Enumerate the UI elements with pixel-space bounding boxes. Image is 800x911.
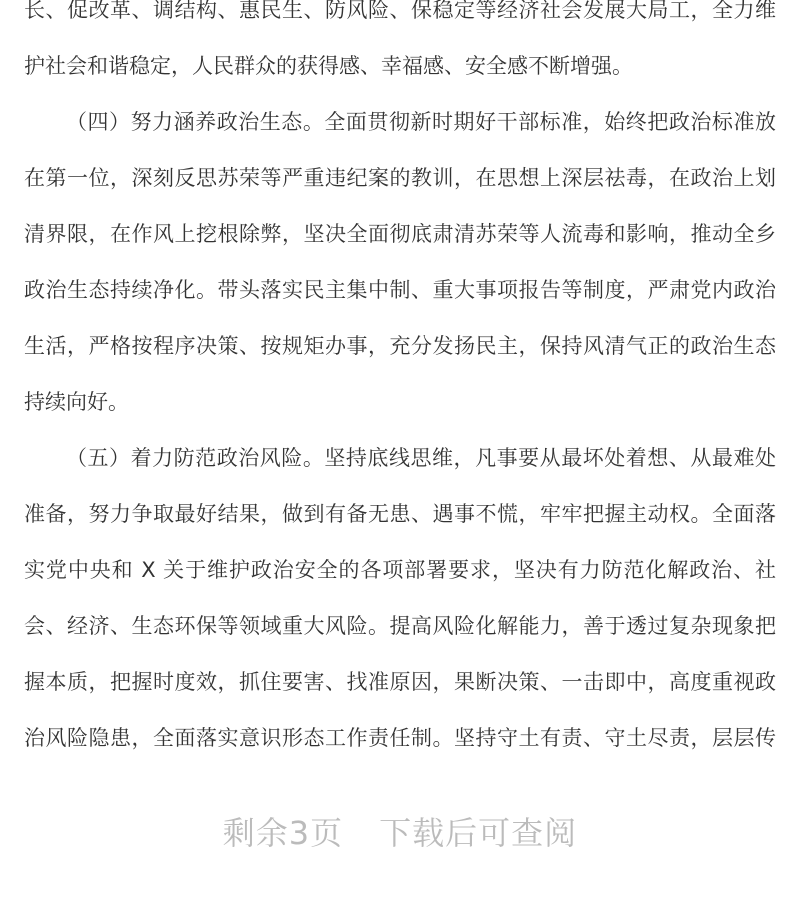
download-hint-label: 下载后可查阅 — [379, 814, 578, 852]
paragraph-line: 会、经济、生态环保等领域重大风险。提高风险化解能力，善于透过复杂现象把 — [24, 614, 776, 638]
remaining-pages-label: 剩余3页 — [222, 814, 344, 852]
read-more-banner[interactable] — [0, 808, 800, 854]
paragraph-line: （四）努力涵养政治生态。全面贯彻新时期好干部标准，始终把政治标准放 — [66, 110, 776, 134]
paragraph-line: （五）着力防范政治风险。坚持底线思维，凡事要从最坏处着想、从最难处 — [66, 446, 776, 470]
paragraph-line: 握本质，把握时度效，抓住要害、找准原因，果断决策、一击即中，高度重视政 — [24, 670, 776, 694]
document-body — [24, 0, 776, 766]
paragraph-line: 治风险隐患，全面落实意识形态工作责任制。坚持守土有责、守土尽责，层层传 — [24, 726, 776, 750]
paragraph-line: 准备，努力争取最好结果，做到有备无患、遇事不慌，牢牢把握主动权。全面落 — [24, 502, 776, 526]
paragraph-line: 长、促改革、调结构、惠民生、防风险、保稳定等经济社会发展大局工，全力维 — [24, 0, 776, 22]
paragraph-line: 生活，严格按程序决策、按规矩办事，充分发扬民主，保持风清气正的政治生态 — [24, 334, 776, 358]
paragraph-line: 政治生态持续净化。带头落实民主集中制、重大事项报告等制度，严肃党内政治 — [24, 278, 776, 302]
paragraph-line: 实党中央和 X 关于维护政治安全的各项部署要求，坚决有力防范化解政治、社 — [24, 558, 776, 582]
paragraph-line: 在第一位，深刻反思苏荣等严重违纪案的教训，在思想上深层祛毒，在政治上划 — [24, 166, 776, 190]
paragraph-line: 护社会和谐稳定，人民群众的获得感、幸福感、安全感不断增强。 — [24, 54, 633, 78]
paragraph-line: 清界限，在作风上挖根除弊，坚决全面彻底肃清苏荣等人流毒和影响，推动全乡 — [24, 222, 776, 246]
paragraph-line: 持续向好。 — [24, 390, 129, 414]
